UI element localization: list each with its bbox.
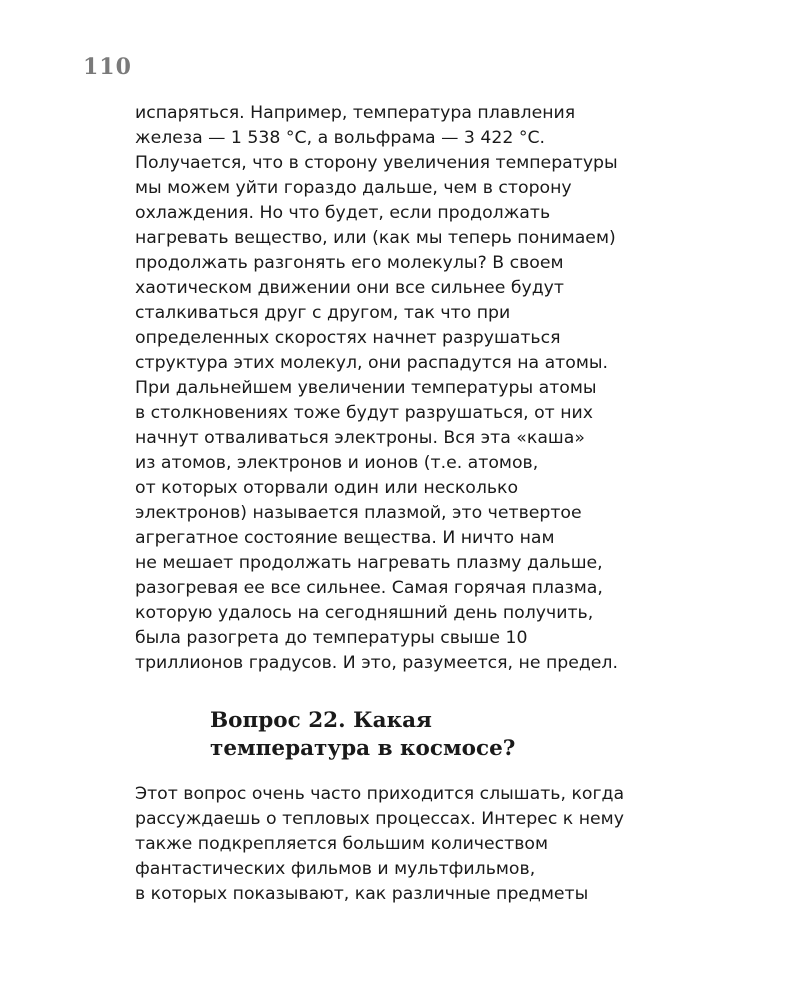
paragraph-plasma <box>135 101 715 676</box>
text-line: Этот вопрос очень часто приходится слышать, когда <box>135 784 625 804</box>
text-line: мы можем уйти гораздо дальше, чем в сторону <box>135 178 572 198</box>
text-line: железа — 1 538 °С, а вольфрама — 3 422 °С. <box>135 128 546 148</box>
heading-line: Вопрос 22. Какая <box>210 708 432 733</box>
text-line: разогревая ее все сильнее. Самая горячая плазма, <box>135 578 603 598</box>
text-line: нагревать вещество, или (как мы теперь понимаем) <box>135 228 616 248</box>
page-number: 110 <box>83 54 132 80</box>
text-line: При дальнейшем увеличении температуры атомы <box>135 378 597 398</box>
text-line: структура этих молекул, они распадутся на атомы. <box>135 353 608 373</box>
text-line: охлаждения. Но что будет, если продолжать <box>135 203 551 223</box>
text-line: которую удалось на сегодняшний день получить, <box>135 603 594 623</box>
text-line: испаряться. Например, температура плавления <box>135 103 576 123</box>
text-line: триллионов градусов. И это, разумеется, не предел. <box>135 653 618 673</box>
section-heading <box>210 707 730 763</box>
heading-line: температура в космосе? <box>210 736 516 761</box>
text-line: от которых оторвали один или несколько <box>135 478 519 498</box>
paragraph-space-temperature <box>135 782 715 907</box>
text-line: хаотическом движении они все сильнее будут <box>135 278 564 298</box>
text-line: в столкновениях тоже будут разрушаться, от них <box>135 403 593 423</box>
text-line: определенных скоростях начнет разрушаться <box>135 328 561 348</box>
text-line: Получается, что в сторону увеличения температуры <box>135 153 618 173</box>
text-line: в которых показывают, как различные предметы <box>135 884 589 904</box>
text-line: продолжать разгонять его молекулы? В своем <box>135 253 564 273</box>
text-line: начнут отваливаться электроны. Вся эта «каша» <box>135 428 585 448</box>
text-line: также подкрепляется большим количеством <box>135 834 549 854</box>
text-line: электронов) называется плазмой, это четвертое <box>135 503 582 523</box>
text-line: была разогрета до температуры свыше 10 <box>135 628 528 648</box>
text-line: агрегатное состояние вещества. И ничто нам <box>135 528 555 548</box>
text-line: рассуждаешь о тепловых процессах. Интерес к нему <box>135 809 624 829</box>
text-line: сталкиваться друг с другом, так что при <box>135 303 511 323</box>
text-line: не мешает продолжать нагревать плазму дальше, <box>135 553 603 573</box>
text-line: из атомов, электронов и ионов (т.е. атомов, <box>135 453 539 473</box>
text-line: фантастических фильмов и мультфильмов, <box>135 859 536 879</box>
